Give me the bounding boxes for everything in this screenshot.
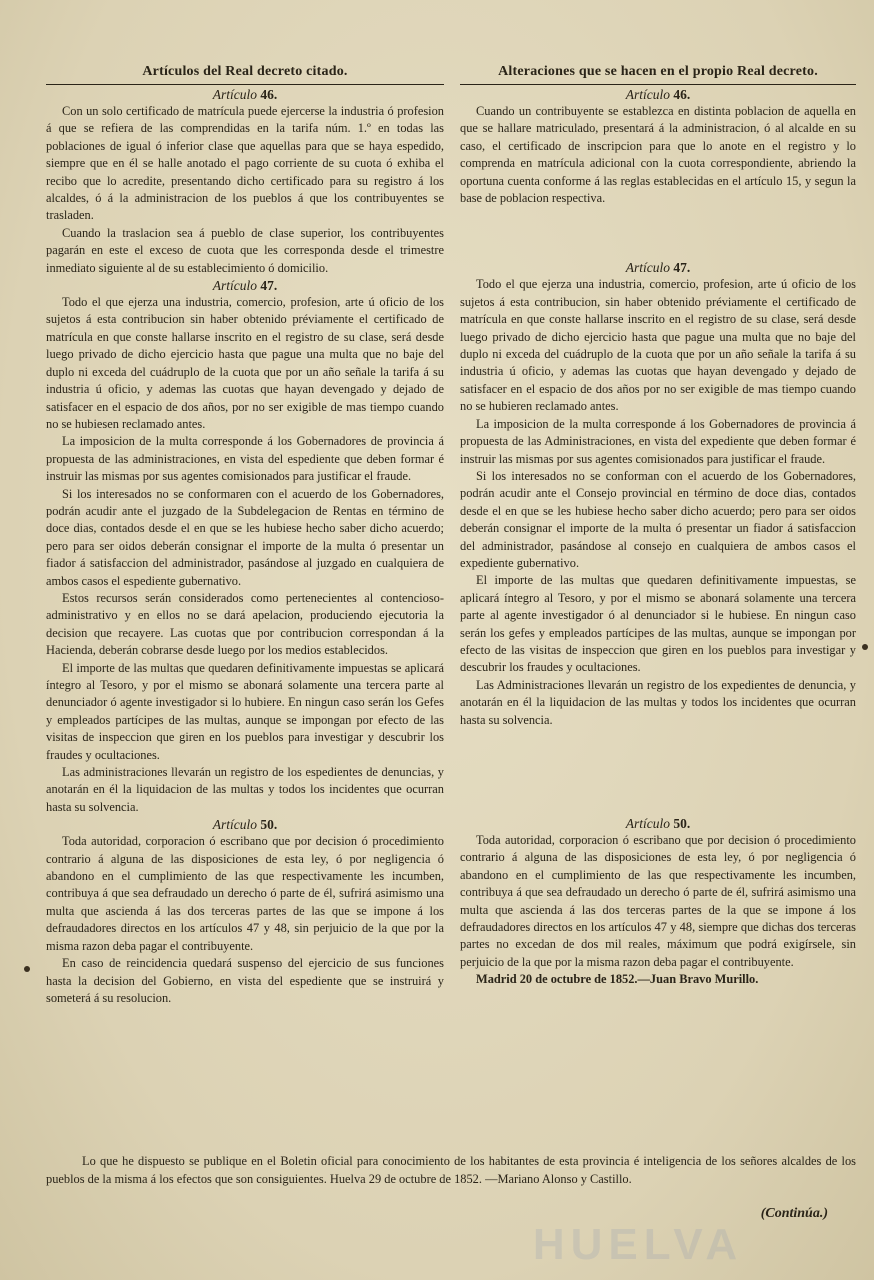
left-art50-paragraph-1: Toda autoridad, corporacion ó escribano que por decision ó procedimiento contrario á alguna de las disposiciones de esta ley, ó por negligencia ó abandono en el cumplimiento de las que respectivamente les incumben, contribuya á que sea defraudado un derecho ó parte de él, sufrirá asimismo una multa que ascienda á las dos terceras partes de las que se impone á los defraudadores directos en los artículos 47 y 48, sin perjuicio de la que por la misma razon deba pagar el contribuyente.	[46, 834, 444, 953]
right-art47-paragraph-3: Si los interesados no se conforman con el acuerdo de los Gobernadores, podrán acudir ante el Consejo provincial en término de doce dias, contados desde el en que se les hubiese hecho saber dicho acuerdo; pero para ser oidos deberán consignar el importe de la multa ó presentar un fiador á satisfaccion del administrador, pasándose al consejo en cualquiera de ambos casos el expediente gubernativo.	[460, 468, 856, 570]
left-art47-paragraph-1: Todo el que ejerza una industria, comercio, profesion, arte ú oficio de los sujetos á esta contribucion sin haber obtenido préviamente el certificado de matrícula en que conste hallarse inscrito en el registro de su clase, será desde luego privado de dicho ejercicio hasta que pague una multa que no baje del duplo ni exceda del cuádruplo de la cuota que por un año señale la tarifa á su industria ú oficio, y ademas las cuotas que hayan devengado y dejado de satisfacer en el espacio de dos años, por no ser exigible de mas tiempo cuando no se hubiesen reclamado antes.	[46, 295, 444, 431]
left-column	[46, 62, 444, 1007]
margin-dot-right	[862, 644, 868, 650]
right-art47-paragraph-4: El importe de las multas que quedaren definitivamente impuestas, se aplicará íntegro al Tesoro, y por el mismo se abonará solamente una tercera parte al agente investigador ó al denunciador si le hubiese. En ningun caso serán los gefes y empleados partícipes de las multas, aunque se impongan por efecto de las visitas de inspeccion que giren en los pueblos para investigar y descubrir los fraudes y ocultaciones.	[460, 573, 856, 675]
left-art47-paragraph-4: Estos recursos serán considerados como pertenecientes al contencioso-administrativo y en ellos no se dará apelacion, produciendo ejecutoria la decision que recayere. Las cuotas que por contribucion correspondan á la Hacienda, deberán cobrarse desde luego por los medios establecidos.	[46, 590, 444, 658]
right-article-47-title: Artículo 47.	[625, 260, 691, 276]
left-art46-paragraph-2: Cuando la traslacion sea á pueblo de clase superior, los contribuyentes pagarán en este el exceso de cuota que les corresponda desde el trimestre inmediato siguiente al de su establecimiento ó domicilio.	[46, 225, 444, 275]
left-art47-paragraph-5: El importe de las multas que quedaren definitivamente impuestas se aplicará íntegro al Tesoro, y por el mismo se abonará solamente una tercera parte al denunciador ó agente investigador si lo hubiere. En ningun caso serán los Gefes y empleados partícipes de las multas, aunque se impongan por efecto de las visitas de inspeccion que giren en los pueblos para investigar y descubrir los fraudes y ocultaciones.	[46, 660, 444, 762]
left-art50-paragraph-2: En caso de reincidencia quedará suspenso del ejercicio de sus funciones hasta la decision del Gobierno, en vista del espediente que se instruirá y someterá á su resolucion.	[46, 956, 444, 1005]
right-column-header: Alteraciones que se hacen en el propio Real decreto.	[460, 62, 856, 85]
left-article-46-title: Artículo 46.	[212, 87, 278, 102]
left-column-header: Artículos del Real decreto citado.	[46, 62, 444, 85]
right-column	[460, 62, 856, 989]
footer-notice: Lo que he dispuesto se publique en el Boletin oficial para conocimiento de los habitantes de esta provincia é inteligencia de los señores alcaldes de los pueblos de la misma á los efectos que son consiguientes. Huelva 29 de octubre de 1852. —Mariano Alonso y Castillo.	[46, 1154, 856, 1186]
right-art47-paragraph-1: Todo el que ejerza una industria, comercio, profesion, arte ú oficio de los sujetos á esta contribucion, sin haber obtenido préviamente el certificado de matrícula en que conste hallarse inscrito en el registro de su clase, será desde luego privado de dicho ejercicio hasta que pague una multa que no baje del duplo ni exceda del cuádruplo de la cuota que por un año señale la tarifa á su industria ú oficio, y ademas las cuotas que hayan devengado y dejado de satisfacer en el espacio de dos años por no ser exigible de mas tiempo cuando no se hubieren reclamado antes.	[460, 277, 856, 414]
right-art50-paragraph-1: Toda autoridad, corporacion ó escribano que por decision ó procedimiento contrario á alguna de las disposiciones de esta ley, ó por negligencia ó abandono en el cumplimiento de las que respectivamente les incumben, contribuya á que sea defraudado un derecho ó parte de él, sufrirá asimismo una multa que ascienda á las dos terceras partes de la que se impone á los defraudadores directos en los artículos 47 y 48, siempre que dichas dos terceras partes no excedan de dos mil reales, máximum que podrá exigírsele, sin perjuicio de la que por la misma razon deba pagar el contribuyente.	[460, 833, 856, 969]
right-signature: Madrid 20 de octubre de 1852.—Juan Bravo Murillo.	[476, 972, 759, 987]
spacer	[460, 207, 856, 259]
right-art47-paragraph-5: Las Administraciones llevarán un registro de los expedientes de denuncia, y anotarán en él la liquidacion de las multas y todos los incidentes que ocurran hasta su solvencia.	[460, 677, 856, 727]
left-art47-paragraph-6: Las administraciones llevarán un registro de los espedientes de denuncias, y anotarán en él la liquidacion de las multas y todos los incidentes que ocurran hasta su solvencia.	[46, 765, 444, 814]
spacer	[460, 729, 856, 815]
library-stamp-watermark: HUELVA	[532, 1220, 744, 1269]
left-art46-paragraph-1: Con un solo certificado de matrícula puede ejercerse la industria ó profesion á que se refiera de las comprendidas en la tarifa núm. 1.º en todas las poblaciones de igual ó inferior clase que aquellas para que se haya espedido, siempre que en él se halle anotado el pago corriente de su cuota ó exhiba el recibo que lo acredite, presentando dicho certificado para su registro á los alcaldes, ó á la administracion de los pueblos á que los contribuyentes se trasladen.	[46, 104, 444, 223]
left-article-47-title: Artículo 47.	[212, 278, 278, 294]
left-art47-paragraph-3: Si los interesados no se conformaren con el acuerdo de los Gobernadores, podrán acudir ante el juzgado de la Subdelegacion de Rentas en término de doce dias, contados desde el en que se les hubiese hecho saber dicho acuerdo; pero para ser oidos deberán consignar el importe de la multa ó presentar un fiador á satisfaccion del administrador, pasándose al juzgado en cualquiera de ambos casos el espediente gubernativo.	[46, 486, 444, 588]
continua-label: (Continúa.)	[760, 1206, 828, 1221]
left-art47-paragraph-2: La imposicion de la multa corresponde á los Gobernadores de provincia á propuesta de las administraciones, en vista del espediente que deben formar é instruir las mismas por sus agentes comisionados para justificar el fraude.	[46, 434, 444, 484]
right-art46-paragraph-1: Cuando un contribuyente se establezca en distinta poblacion de aquella en que se hallare matriculado, presentará á la administracion, ó al alcalde en su caso, el certificado de inscripcion para que lo anote en el registro y lo comprenda en matrícula adicional con la cuota correspondiente, abriendo la oportuna cuenta conforme á las reglas establecidas en el artículo 15, y segun la base de poblacion respectiva.	[460, 104, 856, 206]
right-art47-paragraph-2: La imposicion de la multa corresponde á los Gobernadores de provincia á propuesta de las Administraciones, en vista del expediente que deben formar é instruir las mismas por sus agentes comisionados para justificar el fraude.	[460, 416, 856, 466]
left-article-50-title: Artículo 50.	[212, 817, 278, 833]
right-article-46-title: Artículo 46.	[625, 87, 691, 102]
margin-dot-left	[24, 966, 30, 972]
right-article-50-title: Artículo 50.	[625, 816, 691, 831]
